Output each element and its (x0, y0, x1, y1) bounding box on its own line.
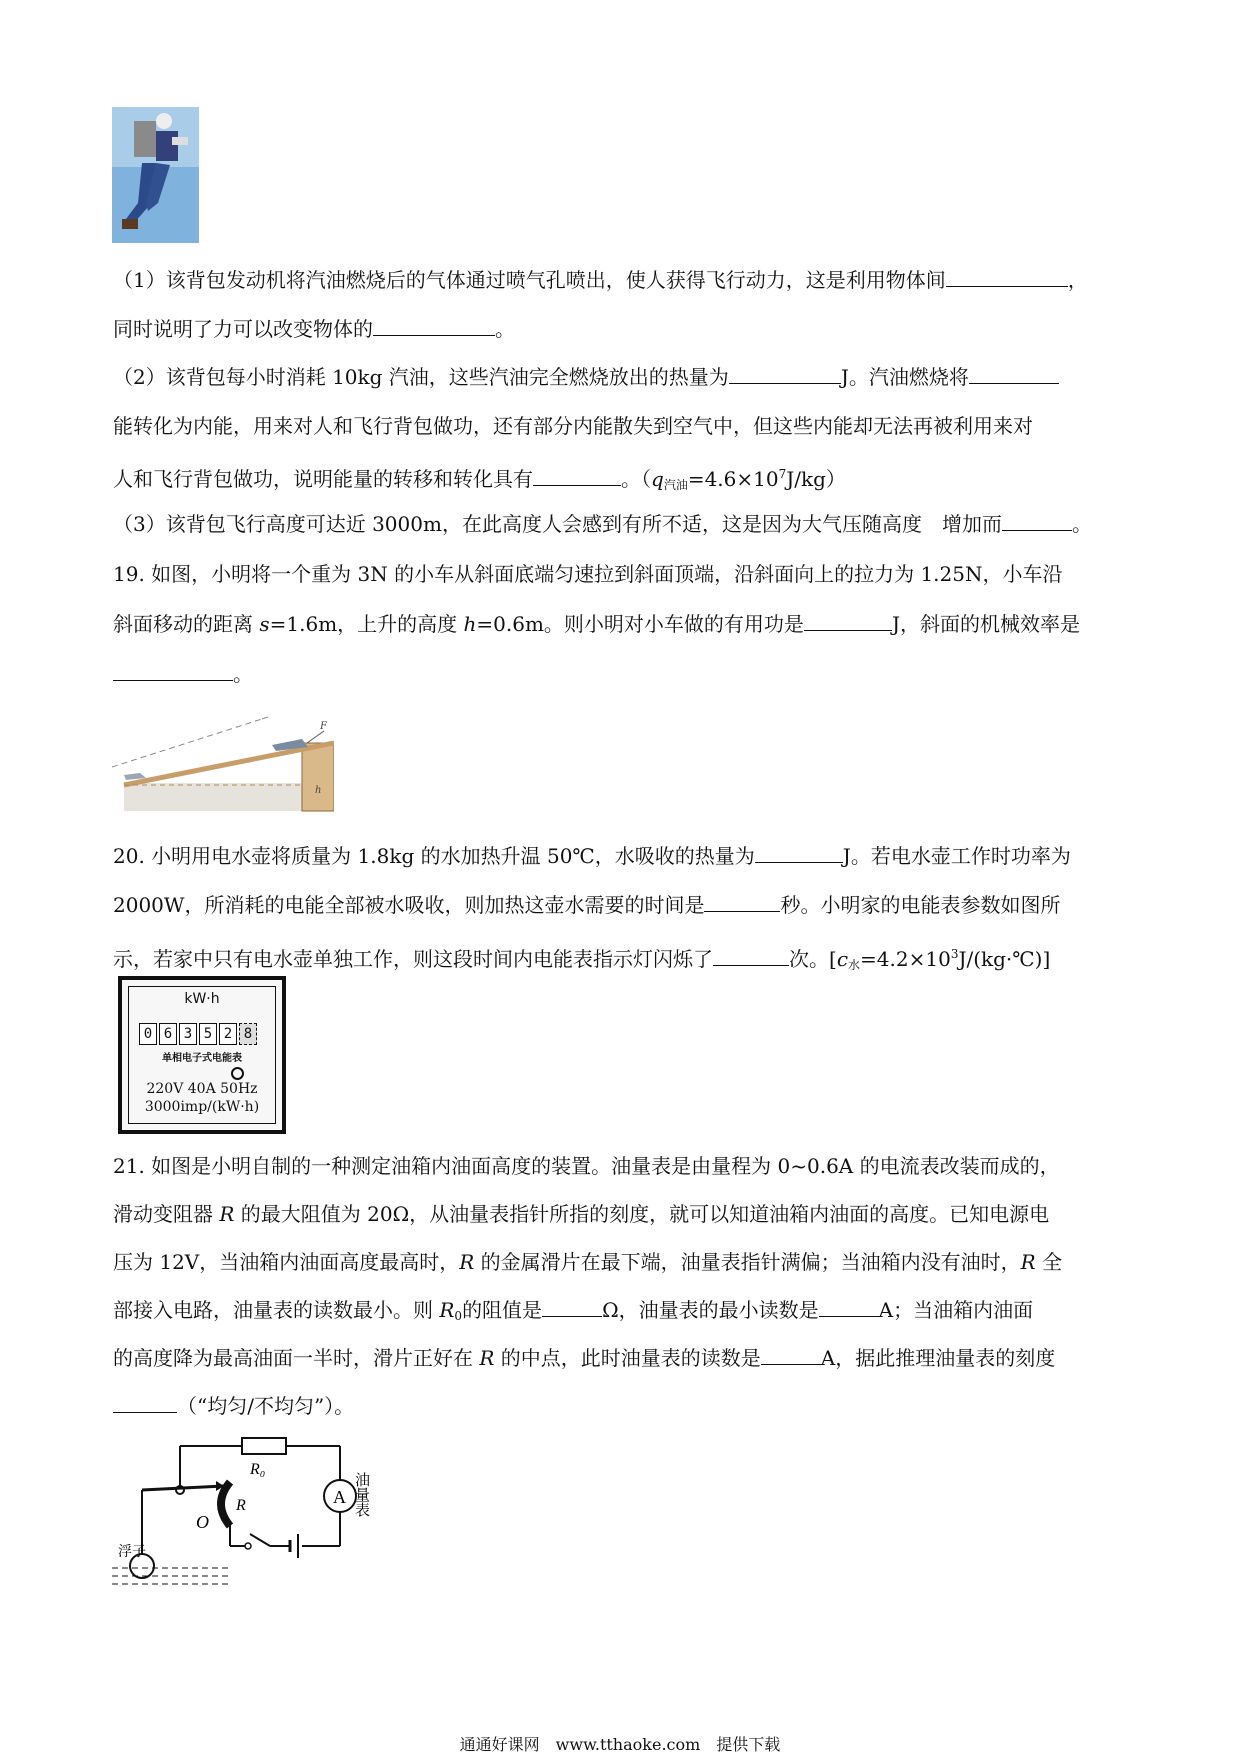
incline-figure (112, 703, 334, 813)
q20-text: 2000W，所消耗的电能全部被水吸收，则加热这壶水需要的时间是 (113, 893, 705, 917)
q18-text: （3）该背包飞行高度可达近 3000m，在此高度人会感到有所不适，这是因为大气压随高度 增加而 (113, 512, 1002, 536)
rheostat-R (221, 1482, 230, 1526)
answer-blank[interactable] (113, 1394, 177, 1413)
q-subscript: 汽油 (663, 478, 688, 492)
energy-meter (118, 976, 286, 1134)
label-R: R (236, 1497, 246, 1514)
q21-line-4 (113, 1296, 1133, 1330)
meter-digit: 0 (139, 1023, 157, 1045)
q18-text: 人和飞行背包做功，说明能量的转移和转化具有 (113, 467, 533, 491)
q18-line-4 (113, 412, 1133, 440)
q18-line-3 (113, 363, 1133, 391)
var-s: s (259, 612, 270, 636)
meter-indicator-light-icon (231, 1067, 244, 1080)
answer-blank[interactable] (755, 844, 843, 863)
answer-blank[interactable] (819, 1298, 879, 1317)
q21-line-2 (113, 1200, 1133, 1228)
q20-text: 秒。小明家的电能表参数如图所 (780, 893, 1061, 917)
meter-spec-1: 220V 40A 50Hz (146, 1081, 258, 1097)
var-R0-sub: 0 (454, 1309, 463, 1323)
var-h: h (463, 612, 477, 636)
q20-text: J。若电水壶工作时功率为 (842, 844, 1071, 868)
var-R: R (479, 1346, 495, 1370)
q19-text: 。 (233, 662, 253, 686)
q21-text: 的阻值是 (462, 1298, 543, 1322)
q18-line-6 (113, 510, 1133, 538)
incline-F-label: F (320, 721, 327, 732)
answer-blank[interactable] (704, 893, 780, 912)
meter-digit: 3 (179, 1023, 197, 1045)
c-unit: J/(kg·℃)] (958, 947, 1051, 971)
q20-text: 20. 小明用电水壶将质量为 1.8kg 的水加热升温 50℃，水吸收的热量为 (113, 844, 755, 868)
incline-h-label: h (315, 785, 322, 796)
meter-spec-2: 3000imp/(kW·h) (144, 1099, 260, 1115)
meter-digit-decimal: 8 (239, 1023, 257, 1045)
q18-text: 。（ (621, 467, 651, 491)
answer-blank[interactable] (804, 612, 892, 631)
q18-text: 。 (495, 317, 515, 341)
q18-line-2 (113, 315, 1133, 343)
q21-text: 21. 如图是小明自制的一种测定油箱内油面高度的装置。油量表是由量程为 0~0.6A 的电流表改装而成的， (113, 1154, 1060, 1178)
q18-line-1 (113, 266, 1133, 294)
q19-text: =1.6m，上升的高度 (269, 612, 464, 636)
q21-text: 滑动变阻器 (113, 1202, 220, 1226)
q19-line-1 (113, 560, 1133, 588)
c-exponent: 3 (950, 947, 959, 961)
meter-digit: 6 (159, 1023, 177, 1045)
q21-text: 的最大阻值为 20Ω，从油量表指针所指的刻度，就可以知道油箱内油面的高度。已知电源电 (234, 1202, 1050, 1226)
q20-line-1 (113, 842, 1133, 870)
q18-text: （1）该背包发动机将汽油燃烧后的气体通过喷气孔喷出，使人获得飞行动力，这是利用物体间 (113, 268, 946, 292)
page-footer: 通通好课网 www.tthaoke.com 提供下载 (459, 1735, 781, 1754)
q18-text: ， (1067, 268, 1088, 292)
q21-text: 压为 12V，当油箱内油面高度最高时， (113, 1250, 460, 1274)
q19-text: J，斜面的机械效率是 (891, 612, 1080, 636)
q-unit: J/kg） (786, 467, 846, 491)
answer-blank[interactable] (713, 947, 789, 966)
q21-line-6 (113, 1392, 1133, 1420)
q21-line-3 (113, 1248, 1133, 1276)
q18-text: 。 (1071, 512, 1092, 536)
answer-blank[interactable] (969, 365, 1059, 384)
q20-text: 次。[ (789, 947, 837, 971)
c-symbol: c (836, 947, 849, 971)
q20-text: 示，若家中只有电水壶单独工作，则这段时间内电能表指示灯闪烁了 (113, 947, 713, 971)
q18-text: 同时说明了力可以改变物体的 (113, 317, 373, 341)
q21-text: 的高度降为最高油面一半时，滑片正好在 (113, 1346, 480, 1370)
meter-digit: 2 (219, 1023, 237, 1045)
q18-text: （2）该背包每小时消耗 10kg 汽油，这些汽油完全燃烧放出的热量为 (113, 365, 729, 389)
q21-line-1 (113, 1152, 1133, 1180)
q-exponent: 7 (778, 467, 787, 481)
meter-name: 单相电子式电能表 (162, 1053, 242, 1064)
label-oil-meter: 油量表 (353, 1472, 371, 1517)
q21-text: Ω，油量表的最小读数是 (602, 1298, 819, 1322)
q21-text: A，据此推理油量表的刻度 (820, 1346, 1056, 1370)
q19-text: =0.6m。则小明对小车做的有用功是 (476, 612, 804, 636)
var-R: R (1020, 1250, 1036, 1274)
resistor-R0 (242, 1438, 286, 1454)
ammeter-label: A (333, 1487, 346, 1507)
q18-text: J。汽油燃烧将 (840, 365, 969, 389)
label-R0: R₀ (250, 1461, 266, 1478)
answer-blank[interactable] (761, 1346, 821, 1365)
q19-text: 19. 如图，小明将一个重为 3N 的小车从斜面底端匀速拉到斜面顶端，沿斜面向上的拉力为 1.25N，小车沿 (113, 562, 1063, 586)
switch-icon (250, 1534, 270, 1546)
q18-text: 能转化为内能，用来对人和飞行背包做功，还有部分内能散失到空气中，但这些内能却无法再被利用来对 (113, 414, 1033, 438)
var-R0: R (439, 1298, 455, 1322)
q19-text: 斜面移动的距离 (113, 612, 260, 636)
meter-digit: 5 (199, 1023, 217, 1045)
q21-text: 的金属滑片在最下端，油量表指针满偏；当油箱内没有油时， (474, 1250, 1021, 1274)
answer-blank[interactable] (542, 1298, 602, 1317)
q21-line-5 (113, 1344, 1133, 1372)
q20-line-3 (113, 940, 1133, 979)
oil-gauge-circuit (112, 1428, 382, 1590)
q21-text: （“均匀/不均匀”）。 (177, 1394, 355, 1418)
q20-line-2 (113, 891, 1133, 919)
answer-blank[interactable] (373, 317, 495, 336)
q21-text: 的中点，此时油量表的读数是 (494, 1346, 761, 1370)
c-value: =4.2×10 (860, 947, 951, 971)
var-R: R (459, 1250, 475, 1274)
q19-line-2 (113, 610, 1133, 638)
lever-arm (142, 1486, 224, 1490)
answer-blank[interactable] (729, 365, 841, 384)
c-subscript: 水 (848, 958, 861, 972)
energy-meter-face (128, 986, 276, 1124)
q21-text: 部接入电路，油量表的读数最小。则 (113, 1298, 440, 1322)
answer-blank[interactable] (946, 268, 1068, 287)
answer-blank[interactable] (113, 662, 233, 681)
answer-blank[interactable] (533, 467, 621, 486)
jetpack-photo (112, 107, 199, 243)
var-R: R (219, 1202, 235, 1226)
q19-line-3 (113, 660, 1133, 688)
q-value: =4.6×10 (687, 467, 779, 491)
label-O: O (196, 1512, 209, 1532)
q-symbol: q (651, 467, 664, 491)
meter-digits (139, 1023, 257, 1045)
q21-text: A；当油箱内油面 (878, 1298, 1034, 1322)
q21-text: 全 (1035, 1250, 1063, 1274)
label-float: 浮子 (118, 1544, 146, 1560)
q18-line-5 (113, 460, 1133, 499)
meter-unit: kW·h (184, 991, 220, 1007)
answer-blank[interactable] (1002, 512, 1072, 531)
